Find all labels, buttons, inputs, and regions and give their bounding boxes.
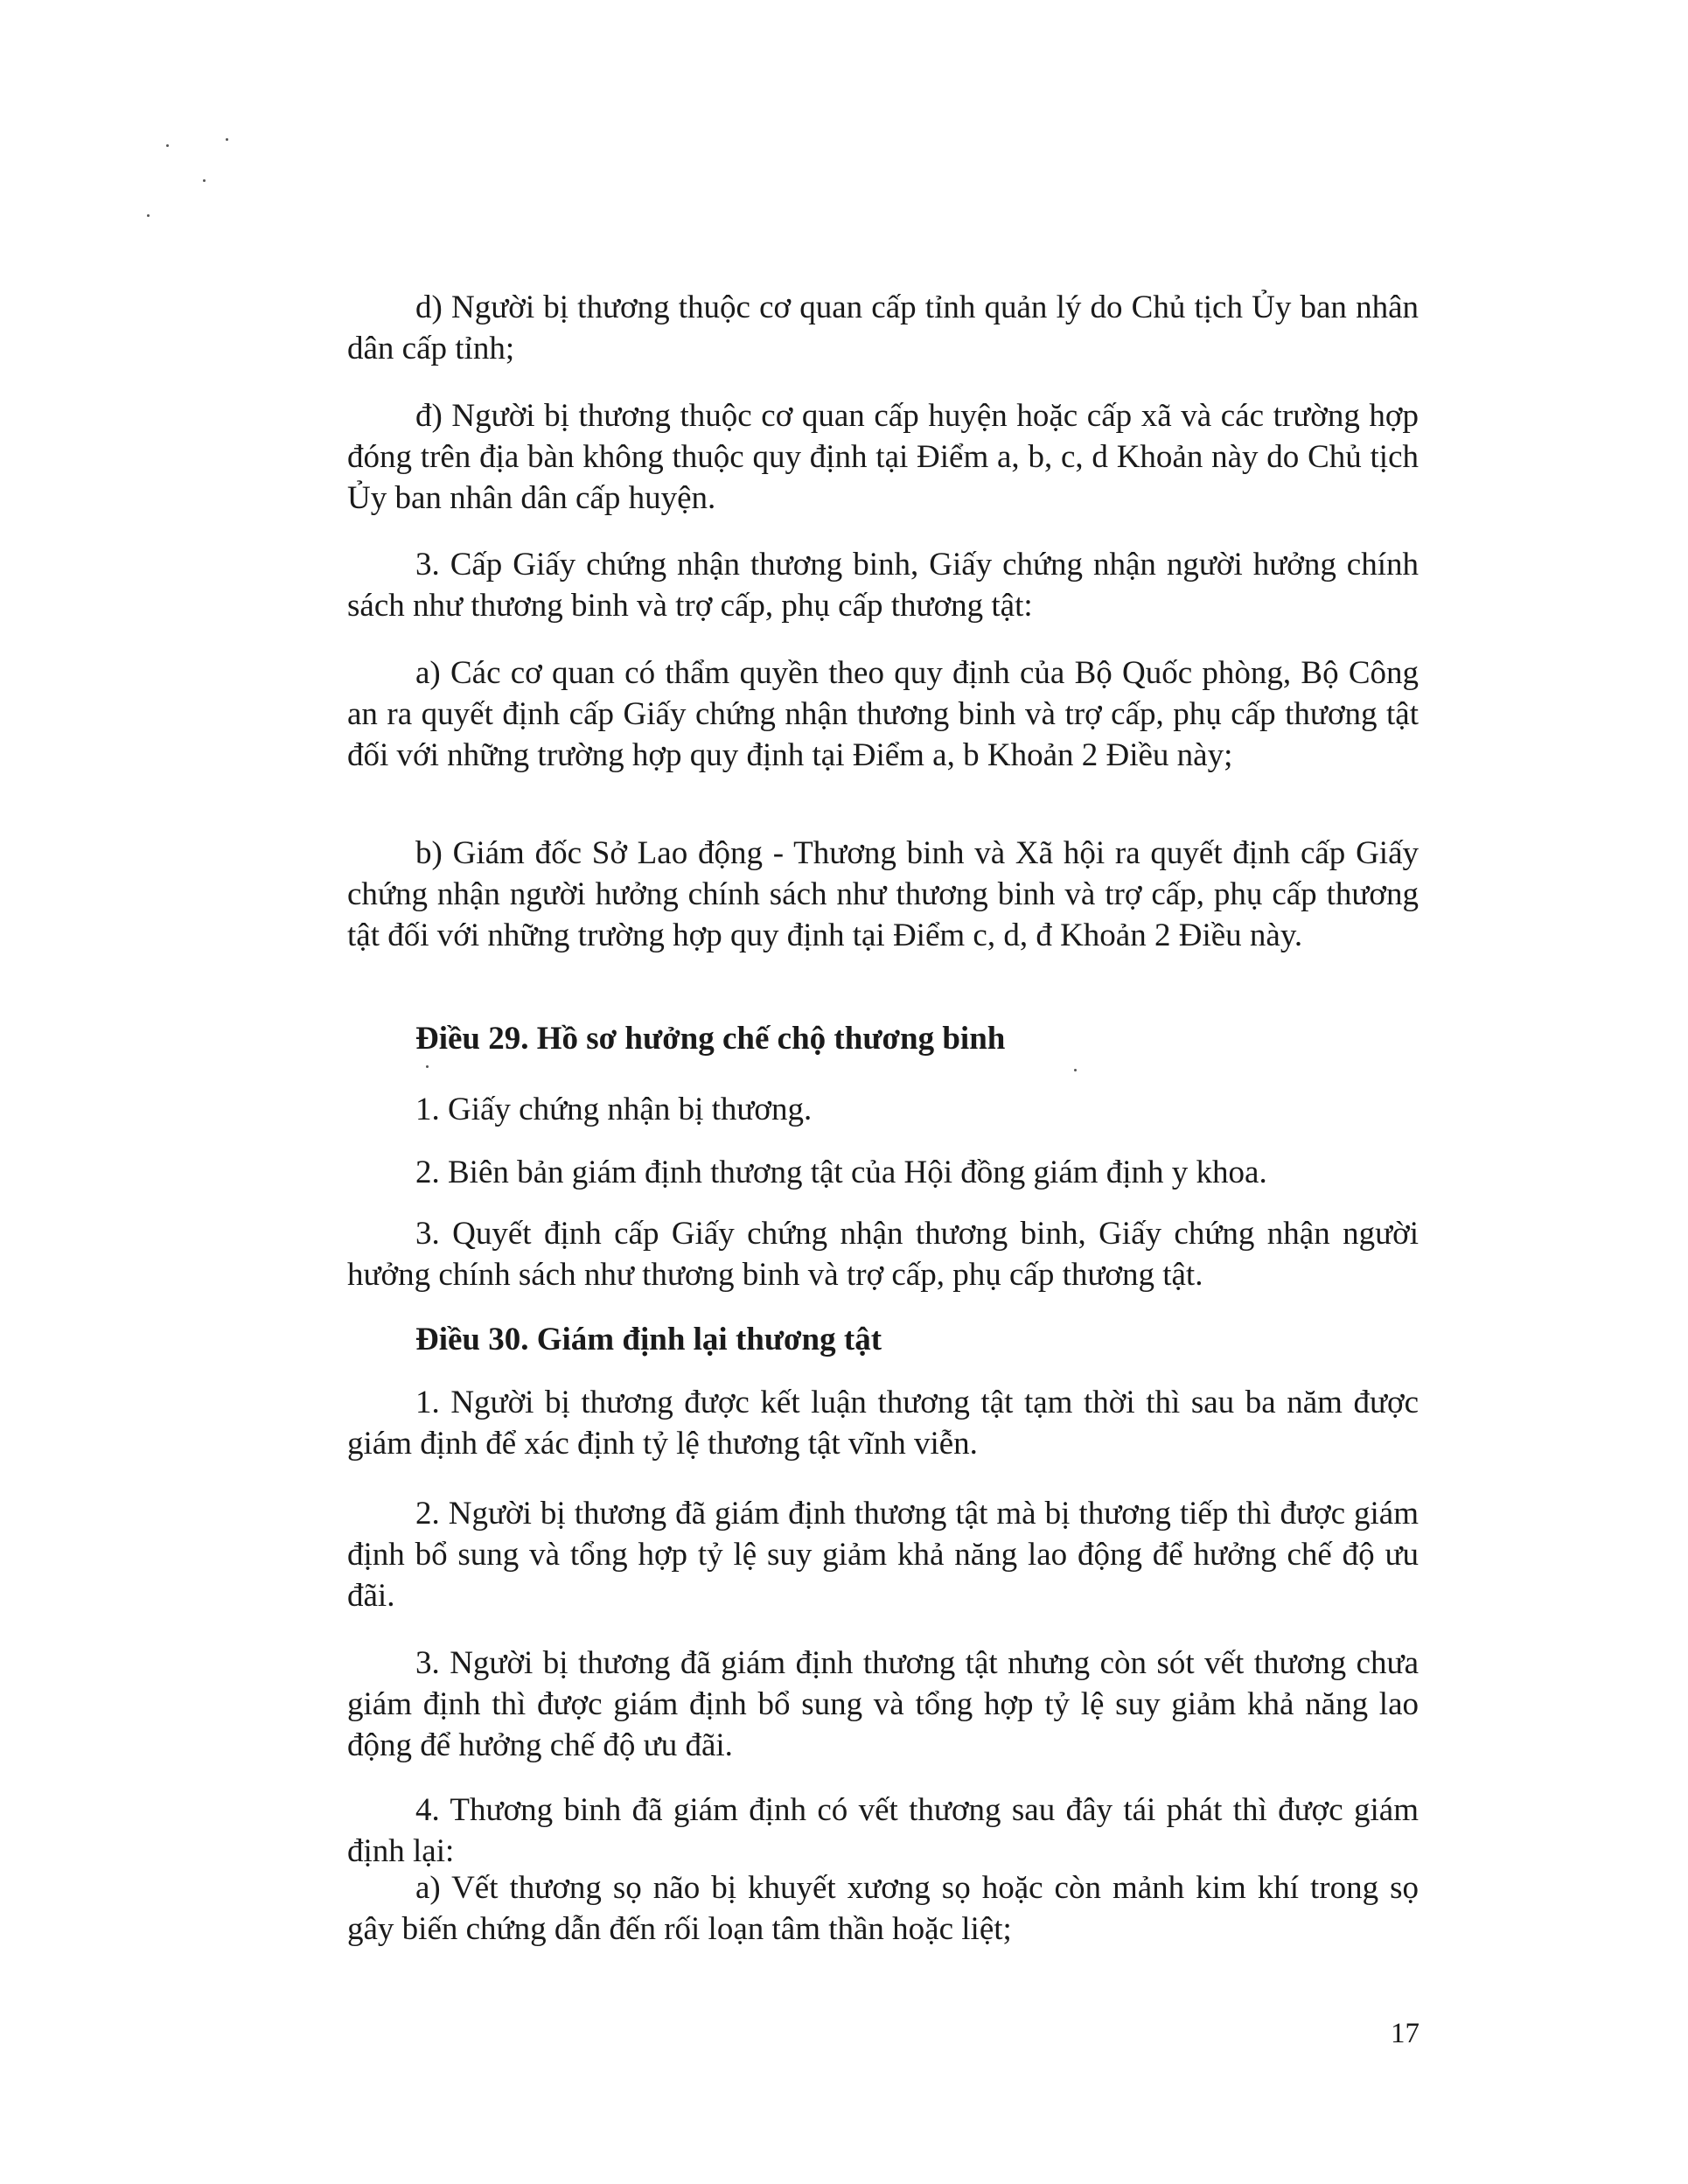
scan-speck	[1074, 1069, 1077, 1071]
paragraph-3: 3. Cấp Giấy chứng nhận thương binh, Giấy chứng nhận người hưởng chính sách như thương binh và trợ cấp, phụ cấp thương tật:	[347, 547, 1419, 624]
scan-speck	[226, 138, 228, 141]
paragraph-d: d) Người bị thương thuộc cơ quan cấp tỉnh quản lý do Chủ tịch Ủy ban nhân dân cấp tỉnh;	[347, 290, 1419, 366]
article-29-item-3: 3. Quyết định cấp Giấy chứng nhận thương binh, Giấy chứng nhận người hưởng chính sách như thương binh và trợ cấp, phụ cấp thương tật.	[347, 1216, 1419, 1293]
article-29-heading: Điều 29. Hồ sơ hưởng chế chộ thương binh	[415, 1021, 1006, 1057]
article-30-item-2: 2. Người bị thương đã giám định thương tật mà bị thương tiếp thì được giám định bổ sung và tổng hợp tỷ lệ suy giảm khả năng lao động để hưởng chế độ ưu đãi.	[347, 1496, 1419, 1614]
scan-speck	[203, 179, 206, 182]
article-30-item-3: 3. Người bị thương đã giám định thương tật nhưng còn sót vết thương chưa giám định thì được giám định bổ sung và tổng hợp tỷ lệ suy giảm khả năng lao động để hưởng chế độ ưu đãi.	[347, 1645, 1419, 1763]
article-30-heading: Điều 30. Giám định lại thương tật	[415, 1322, 882, 1357]
scan-speck	[426, 1065, 429, 1068]
scan-speck	[166, 144, 169, 147]
article-29-item-1: 1. Giấy chứng nhận bị thương.	[415, 1092, 813, 1127]
scan-speck	[147, 214, 150, 217]
article-30-item-4a: a) Vết thương sọ não bị khuyết xương sọ hoặc còn mảnh kim khí trong sọ gây biến chứng dẫn đến rối loạn tâm thần hoặc liệt;	[347, 1870, 1419, 1947]
page-number: 17	[1391, 2018, 1419, 2049]
article-30-item-1: 1. Người bị thương được kết luận thương tật tạm thời thì sau ba năm được giám định để xác định tỷ lệ thương tật vĩnh viễn.	[347, 1385, 1419, 1462]
article-29-item-2: 2. Biên bản giám định thương tật của Hội đồng giám định y khoa.	[415, 1155, 1267, 1190]
paragraph-dd: đ) Người bị thương thuộc cơ quan cấp huyện hoặc cấp xã và các trường hợp đóng trên địa bàn không thuộc quy định tại Điểm a, b, c, d Khoản này do Chủ tịch Ủy ban nhân dân cấp huyện.	[347, 398, 1419, 516]
article-30-item-4: 4. Thương binh đã giám định có vết thương sau đây tái phát thì được giám định lại:	[347, 1792, 1419, 1869]
paragraph-3b: b) Giám đốc Sở Lao động - Thương binh và Xã hội ra quyết định cấp Giấy chứng nhận người hưởng chính sách như thương binh và trợ cấp, phụ cấp thương tật đối với những trường hợp quy định tại Điểm c, d, đ Khoản 2 Điều này.	[347, 835, 1419, 953]
paragraph-3a: a) Các cơ quan có thẩm quyền theo quy định của Bộ Quốc phòng, Bộ Công an ra quyết định cấp Giấy chứng nhận thương binh và trợ cấp, phụ cấp thương tật đối với những trường hợp quy định tại Điểm a, b Khoản 2 Điều này;	[347, 655, 1419, 773]
